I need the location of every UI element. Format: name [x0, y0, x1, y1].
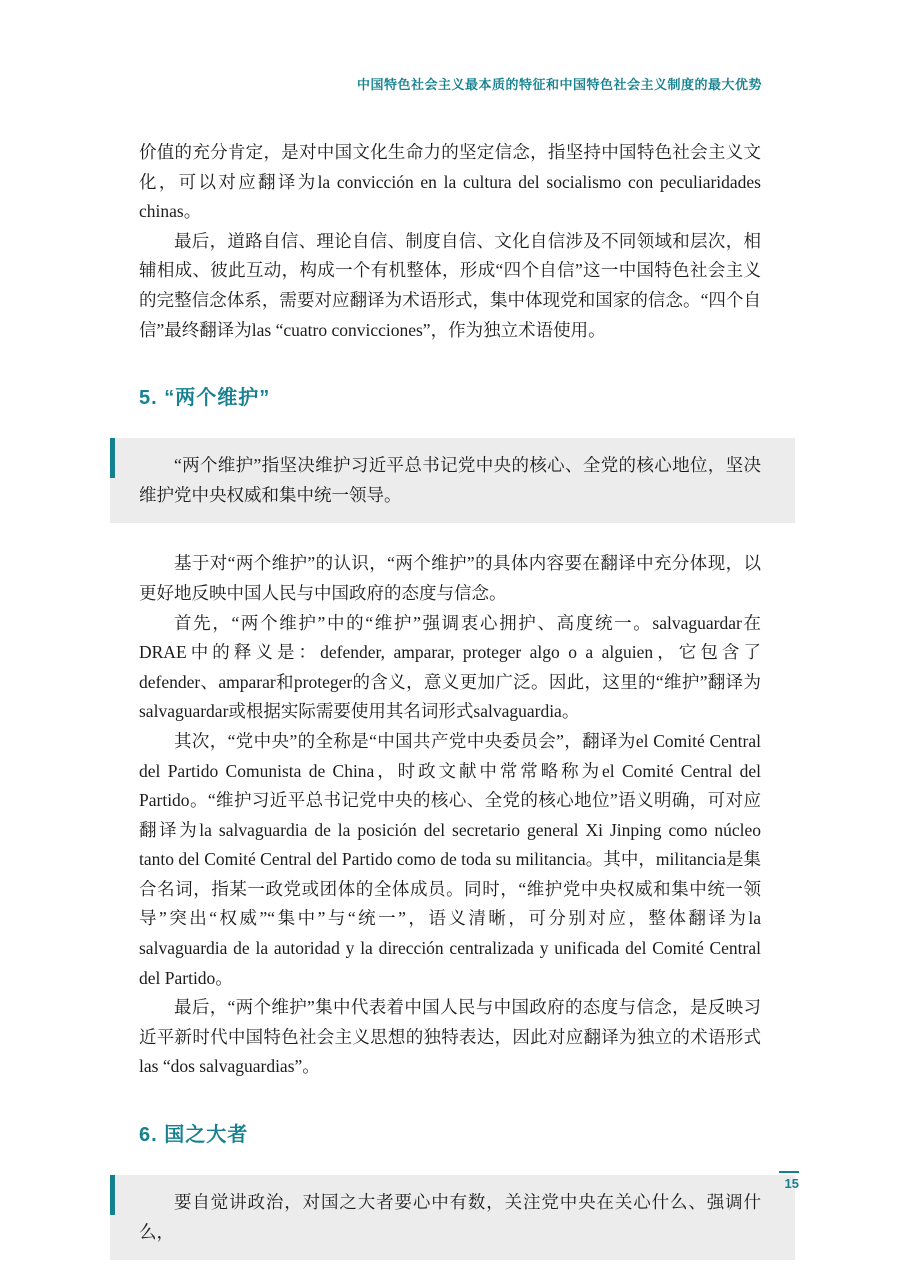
body-paragraph: 最后，“两个维护”集中代表着中国人民与中国政府的态度与信念，是反映习近平新时代中国特色社会主义思想的独特表达，因此对应翻译为独立的术语形式las “dos salvaguardias”。	[139, 997, 761, 1077]
body-paragraph: 价值的充分肯定，是对中国文化生命力的坚定信念，指坚持中国特色社会主义文化，可以对应翻译为la convicción en la cultura del socialismo con peculiaridades chinas。	[139, 142, 761, 222]
page-number-rule	[779, 1171, 799, 1173]
highlight-box-section6	[110, 1175, 795, 1260]
page-content	[139, 138, 761, 1286]
running-header: 中国特色社会主义最本质的特征和中国特色社会主义制度的最大优势	[356, 77, 762, 92]
box-accent-bar	[110, 1175, 115, 1215]
section-5-heading: 5. “两个维护”	[139, 387, 271, 410]
body-paragraph: 最后，道路自信、理论自信、制度自信、文化自信涉及不同领域和层次，相辅相成、彼此互动，构成一个有机整体，形成“四个自信”这一中国特色社会主义的完整信念体系，需要对应翻译为术语形式，集中体现党和国家的信念。“四个自信”最终翻译为las “cuatro convicciones”，作为独立术语使用。	[139, 230, 761, 340]
highlight-box-text: 要自觉讲政治，对国之大者要心中有数，关注党中央在关心什么、强调什么，	[139, 1192, 761, 1242]
body-paragraph: 首先，“两个维护”中的“维护”强调衷心拥护、高度统一。salvaguardar在DRAE中的释义是：defender, amparar, proteger algo o a alguien，它包含了defender、amparar和proteger的含义，意义更加广泛。因此，这里的“维护”翻译为salvaguardar或根据实际需要使用其名词形式salvaguardia。	[139, 612, 761, 722]
page-number: 15	[784, 1176, 799, 1191]
box-accent-bar	[110, 438, 115, 478]
highlight-box-section5	[110, 438, 795, 523]
body-paragraph: 基于对“两个维护”的认识，“两个维护”的具体内容要在翻译中充分体现，以更好地反映中国人民与中国政府的态度与信念。	[139, 553, 761, 603]
section-6-heading: 6. 国之大者	[139, 1124, 249, 1147]
highlight-box-text: “两个维护”指坚决维护习近平总书记党中央的核心、全党的核心地位，坚决维护党中央权威和集中统一领导。	[139, 455, 761, 505]
body-paragraph: 其次，“党中央”的全称是“中国共产党中央委员会”，翻译为el Comité Central del Partido Comunista de China，时政文献中常常略称为el Comité Central del Partido。“维护习近平总书记党中央的核心、全党的核心地位”语义明确，可对应翻译为la salvaguardia de la posición del secretario general Xi Jinping como núcleo tanto del Comité Central del Partido como de toda su militancia。其中，militancia是集合名词，指某一政党或团体的全体成员。同时，“维护党中央权威和集中统一领导”突出“权威”“集中”与“统一”，语义清晰，可分别对应，整体翻译为la salvaguardia de la autoridad y la dirección centralizada y unificada del Comité Central del Partido。	[139, 730, 761, 988]
page-footer	[779, 1171, 799, 1191]
